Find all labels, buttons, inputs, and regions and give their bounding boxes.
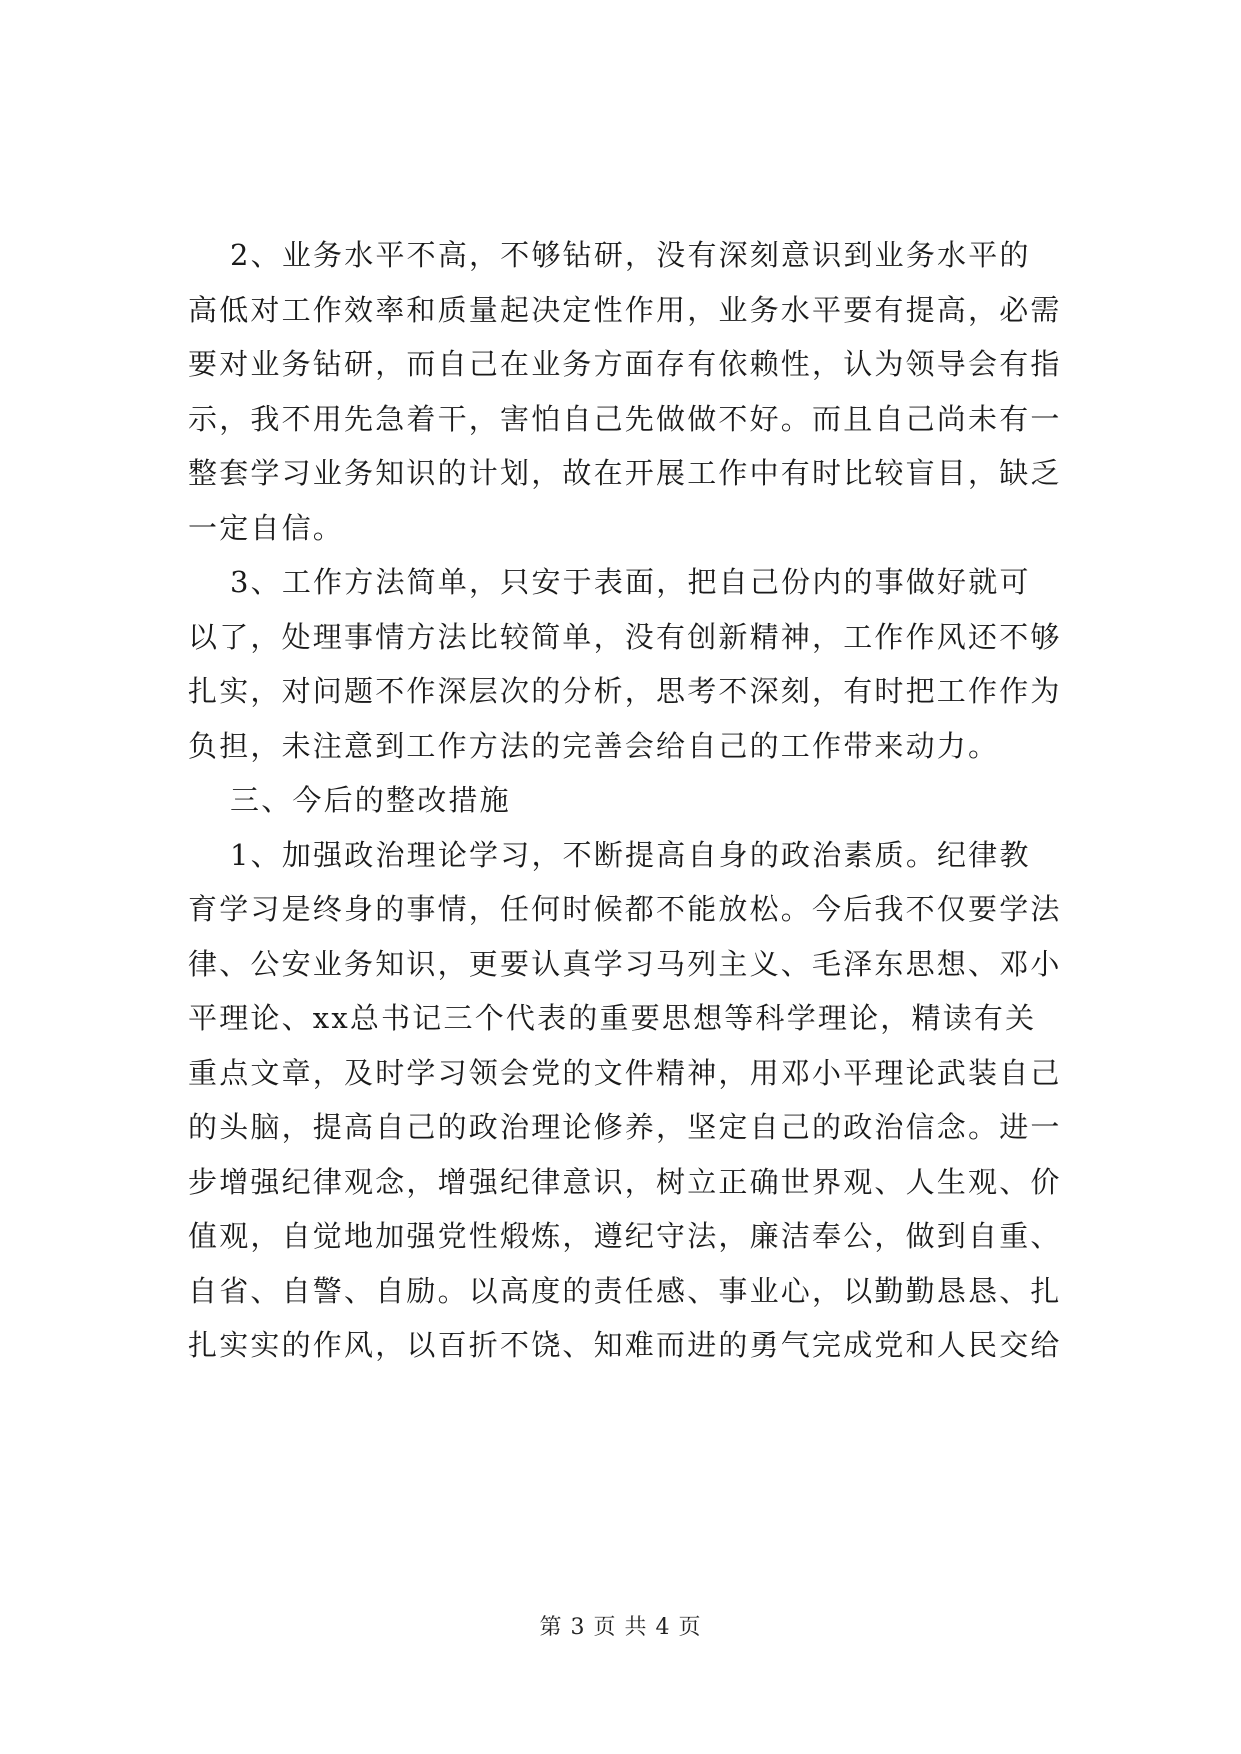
text-line: 整套学习业务知识的计划，故在开展工作中有时比较盲目，缺乏 [188, 456, 1062, 490]
text-line: 高低对工作效率和质量起决定性作用，业务水平要有提高，必需 [188, 292, 1062, 327]
text-line: 自省、自警、自励。以高度的责任感、事业心，以勤勤恳恳、扎 [188, 1273, 1062, 1308]
text-line: 平理论、xx总书记三个代表的重要思想等科学理论，精读有关 [188, 1001, 1037, 1035]
text-line: 扎实实的作风，以百折不饶、知难而进的勇气完成党和人民交给 [188, 1328, 1062, 1362]
text-line: 2、业务水平不高，不够钻研，没有深刻意识到业务水平的 [230, 238, 1031, 272]
text-line: 值观，自觉地加强党性煅炼，遵纪守法，廉洁奉公，做到自重、 [188, 1219, 1062, 1253]
text-line: 以了，处理事情方法比较简单，没有创新精神，工作作风还不够 [188, 619, 1062, 654]
page-number-label: 第 3 页 共 4 页 [539, 1615, 702, 1640]
text-line: 的头脑，提高自己的政治理论修养，坚定自己的政治信念。进一 [188, 1110, 1062, 1144]
text-line: 扎实，对问题不作深层次的分析，思考不深刻，有时把工作作为 [188, 674, 1062, 708]
text-line: 育学习是终身的事情，任何时候都不能放松。今后我不仅要学法 [188, 892, 1062, 926]
text-line: 负担，未注意到工作方法的完善会给自己的工作带来动力。 [188, 728, 1000, 763]
text-line: 示，我不用先急着干，害怕自己先做做不好。而且自己尚未有一 [188, 401, 1062, 436]
text-line: 要对业务钻研，而自己在业务方面存有依赖性，认为领导会有指 [188, 347, 1062, 381]
document-body [188, 228, 1078, 1373]
text-line: 3、工作方法简单，只安于表面，把自己份内的事做好就可 [230, 565, 1031, 599]
text-line: 律、公安业务知识，更要认真学习马列主义、毛泽东思想、邓小 [188, 946, 1062, 981]
page-footer [0, 1610, 1241, 1641]
text-line: 1、加强政治理论学习，不断提高自身的政治素质。纪律教 [230, 837, 1031, 872]
text-line: 一定自信。 [188, 510, 345, 545]
text-line: 步增强纪律观念，增强纪律意识，树立正确世界观、人生观、价 [188, 1164, 1062, 1199]
text-line: 重点文章，及时学习领会党的文件精神，用邓小平理论武装自己 [188, 1055, 1062, 1090]
section-heading: 三、今后的整改措施 [230, 783, 511, 817]
